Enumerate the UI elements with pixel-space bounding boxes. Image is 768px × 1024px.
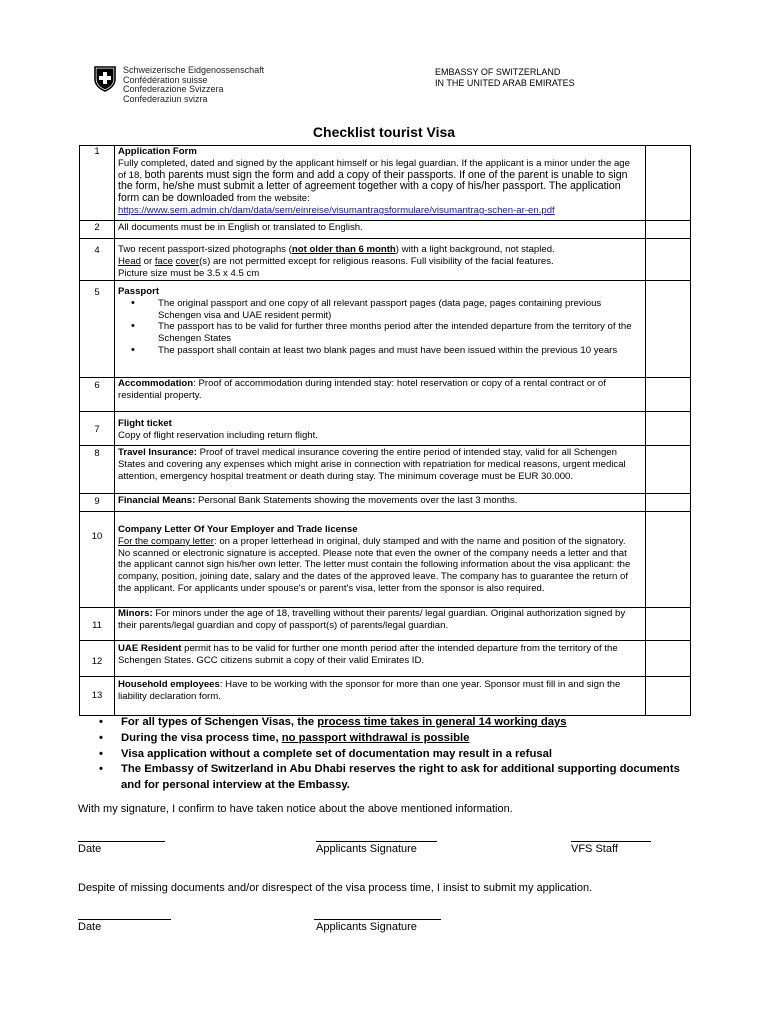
row-text-bold: not older than 6 month (291, 244, 396, 255)
row-heading: Flight ticket (118, 418, 172, 429)
note-text: The Embassy of Switzerland in Abu Dhabi reserves the right to ask for additional supporting documents and for personal interview at the Embassy. (121, 763, 680, 792)
date-label-2: Date (78, 921, 102, 933)
row-text: : Have to be working with the sponsor for more than one year. Sponsor must fill in and sign the liability declaration form. (118, 679, 621, 702)
row-text: permit has to be valid for further one month period after the intended departure from the territory of the Schengen States. GCC citizens submit a copy of their valid Emirates ID. (118, 643, 618, 666)
row-number: 6 (94, 380, 100, 391)
note-underlined: process time takes in general 14 working days (317, 716, 567, 728)
row-number: 9 (94, 496, 100, 507)
row-text: : on a proper letterhead in original, duly stamped and with the name and position of the signatory. No scanned or electronic signature is accepted. Please note that even the owner of the company needs a letter and that the applicant cannot sign his/her own letter. The letter must contain the following information about the visa applicant: the company, position, joining date, salary and the dates of the approved leave. The company has to guarantee the return of the applicant. For applicants under spouse's or parent's visa, letter from the sponsor is also required. (118, 535, 631, 594)
note-item (99, 762, 699, 794)
row-text: For minors under the age of 18, travelling without their parents/ legal guardian. Original authorization signed by their parents/legal guardian and copy of passport(s) of parents/legal guardian. (118, 608, 626, 631)
date-label: Date (78, 843, 102, 855)
row-text: Personal Bank Statements showing the movements over the last 3 months. (195, 495, 518, 506)
row-text: Fully completed, dated and signed by the applicant himself or his legal guardian. If the applicant is a minor under the age of 18, (118, 157, 630, 181)
row-text: Proof of travel medical insurance covering the entire period of intended stay, valid for all Schengen States and covering any expenses which might arise in connection with repatriation for medical reasons, urgent medical attention, emergency hospital treatment or death during stay. The minimum coverage must be EUR 30.000. (118, 447, 626, 482)
row-documents-language (118, 222, 640, 234)
row-minors (118, 608, 640, 632)
row-number: 7 (94, 424, 100, 435)
applicant-signature-label-2: Applicants Signature (316, 921, 417, 933)
page-title: Checklist tourist Visa (312, 124, 456, 140)
row-heading: Minors: (118, 608, 153, 619)
list-item: • The passport has to be valid for further three months period after the intended departure from the territory of the Schengen States (158, 321, 640, 345)
row-divider (79, 220, 691, 221)
row-text: both parents must sign the form and add a copy of their passports. If one of the parent is unable to sign the form, he/she must submit a letter of agreement together with a copy of his/her passport. The application form can be downloaded (118, 168, 628, 205)
row-number: 5 (94, 287, 100, 298)
note-underlined: no passport withdrawal is possible (281, 731, 470, 744)
note-item (99, 731, 699, 747)
row-household-employees (118, 679, 640, 703)
row-text: from the website: (234, 193, 310, 205)
row-text: Copy of flight reservation including return flight. (118, 429, 318, 441)
passport-requirements (118, 298, 640, 357)
list-item: • The passport shall contain at least two blank pages and must have been issued within the previous 10 years (158, 345, 640, 357)
row-text: ) with a light background, not stapled. (395, 244, 555, 255)
row-divider (79, 280, 691, 281)
row-text: cover (175, 255, 200, 267)
row-divider (79, 445, 691, 446)
table-divider-check (645, 145, 646, 716)
row-number: 8 (94, 448, 100, 459)
vfs-staff-label: VFS Staff (571, 843, 618, 855)
row-number: 13 (91, 690, 103, 701)
row-number: 10 (91, 531, 103, 542)
note-text: During the visa process time, (121, 731, 282, 744)
vfs-signature-line (571, 841, 651, 842)
confederation-name-fr: Confédération suisse (123, 74, 208, 85)
row-heading: Household employees (118, 679, 220, 690)
row-divider (79, 676, 691, 677)
row-text: face (154, 255, 173, 267)
note-item (99, 715, 699, 731)
row-number: 4 (94, 245, 100, 256)
swiss-shield-icon (93, 66, 117, 92)
note-text: Visa application without a complete set of documentation may result in a refusal (121, 747, 553, 760)
row-text: or (140, 255, 155, 267)
confederation-name-rm: Confederaziun svizra (123, 93, 208, 104)
row-number: 11 (92, 620, 102, 631)
note-item (99, 747, 699, 763)
row-divider (79, 493, 691, 494)
important-notes (99, 715, 699, 794)
row-text: : Proof of accommodation during intended stay: hotel reservation or copy of a rental contract or of residential property. (118, 378, 606, 401)
confederation-names (123, 66, 264, 104)
note-text: For all types of Schengen Visas, the (121, 716, 318, 728)
date-signature-line (78, 841, 165, 842)
row-text: All documents must be in English or translated to English. (118, 222, 363, 233)
row-accommodation (118, 378, 640, 402)
row-heading: Travel Insurance: (118, 447, 197, 458)
applicant-signature-line (316, 841, 437, 842)
application-form-link[interactable]: https://www.sem.admin.ch/dam/data/sem/einreise/visumantragsformulare/visumantrag-schen-ar-en.pdf (118, 204, 555, 216)
embassy-address (435, 67, 575, 89)
row-text: Head (118, 255, 141, 267)
row-text: Picture size must be 3.5 x 4.5 cm (118, 267, 260, 279)
applicant-signature-label: Applicants Signature (316, 843, 417, 855)
row-travel-insurance (118, 447, 640, 482)
row-passport (118, 286, 640, 357)
row-divider (79, 238, 691, 239)
list-item: • The original passport and one copy of all relevant passport pages (data page, pages containing previous Schengen visa and UAE resident permit) (158, 298, 640, 322)
embassy-line-2: IN THE UNITED ARAB EMIRATES (435, 78, 575, 88)
applicant-signature-line-2 (314, 919, 441, 920)
row-text: For the company letter (118, 535, 214, 547)
row-photographs (118, 244, 640, 279)
row-text: (s) are not permitted except for religious reasons. Full visibility of the facial features. (199, 255, 554, 267)
insist-statement: Despite of missing documents and/or disrespect of the visa process time, I insist to submit my application. (78, 882, 593, 894)
row-number: 2 (94, 222, 100, 233)
confirmation-statement: With my signature, I confirm to have taken notice about the above mentioned information. (78, 803, 513, 815)
row-text: Two recent passport-sized photographs ( (118, 244, 292, 255)
row-financial-means (118, 495, 640, 507)
row-number: 1 (94, 146, 100, 157)
row-flight-ticket (118, 418, 640, 442)
row-divider (79, 640, 691, 641)
confederation-name-de: Schweizerische Eidgenossenschaft (123, 65, 265, 75)
confederation-name-it: Confederazione Svizzera (123, 84, 224, 95)
row-uae-resident (118, 643, 640, 667)
table-divider-number (114, 145, 115, 716)
row-heading: UAE Resident (118, 643, 182, 654)
row-heading: Passport (118, 286, 160, 297)
row-application-form (118, 146, 640, 217)
row-heading: Accommodation (118, 378, 194, 389)
embassy-line-1: EMBASSY OF SWITZERLAND (435, 67, 561, 77)
row-number: 12 (91, 656, 103, 667)
confederation-logo (93, 65, 265, 110)
row-heading: Financial Means: (118, 495, 196, 506)
row-company-letter (118, 524, 640, 595)
row-heading: Company Letter Of Your Employer and Trade license (118, 524, 358, 535)
row-heading: Application Form (118, 146, 197, 157)
row-divider (79, 411, 691, 412)
row-divider (79, 511, 691, 512)
date-signature-line-2 (78, 919, 171, 920)
